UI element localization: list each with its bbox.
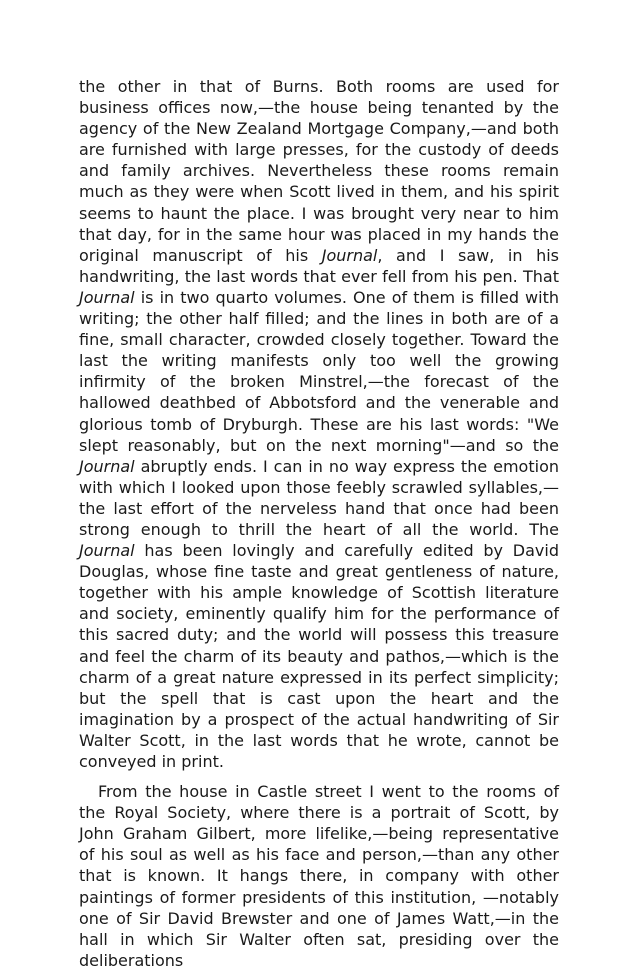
italic-journal-title: Journal — [79, 287, 135, 307]
document-page — [79, 76, 559, 971]
italic-journal-title: Journal — [79, 541, 135, 561]
text-segment: is in two quarto volumes. One of them is filled with writing; the other half filled; and the lines in both are of a fine, small character, crowded closely together. Toward the last the writing manifests only too well the growing infirmity of the broken Minstrel,—the forecast of the hallowed deathbed of Abbotsford and the venerable and glorious tomb of Dryburgh. These are his last words: "We slept reasonably, but on the next morning"—and so the — [79, 287, 559, 455]
text-segment: From the house in Castle street I went to the rooms of the Royal Society, where there is a portrait of Scott, by John Graham Gilbert, more lifelike,—being representative of his soul as well as his face and person,—than any other that is known. It hangs there, in company with other paintings of former presidents of this institution, —notably one of Sir David Brewster and one of James Watt,—in the hall in which Sir Walter often sat, presiding over the deliberations — [79, 782, 559, 970]
italic-journal-title: Journal — [79, 456, 135, 476]
text-segment: has been lovingly and carefully edited by David Douglas, whose fine taste and great gentleness of nature, together with his ample knowledge of Scottish literature and society, eminently qualify him for the performance of this sacred duty; and the world will possess this treasure and feel the charm of its beauty and pathos,—which is the charm of a great nature expressed in its perfect simplicity; but the spell that is cast upon the heart and the imagination by a prospect of the actual handwriting of Sir Walter Scott, in the last words that he wrote, cannot be conveyed in print. — [79, 541, 559, 771]
text-segment: the other in that of Burns. Both rooms are used for business offices now,—the house being tenanted by the agency of the New Zealand Mortgage Company,—and both are furnished with large presses, for the custody of deeds and family archives. Nevertheless these rooms remain much as they were when Scott lived in them, and his spirit seems to haunt the place. I was brought very near to him that day, for in the same hour was placed in my hands the original manuscript of his — [79, 77, 559, 265]
italic-journal-title: Journal — [321, 245, 378, 265]
text-segment: , and I saw, in his handwriting, the last words that ever fell from his pen. That — [79, 245, 560, 286]
paragraph-royal-society — [79, 781, 559, 971]
text-segment: abruptly ends. I can in no way express the emotion with which I looked upon those feebly scrawled syllables,—the last effort of the nerveless hand that once had been strong enough to thrill the heart of all the world. The — [79, 456, 559, 539]
paragraph-scott-journal — [79, 76, 559, 772]
